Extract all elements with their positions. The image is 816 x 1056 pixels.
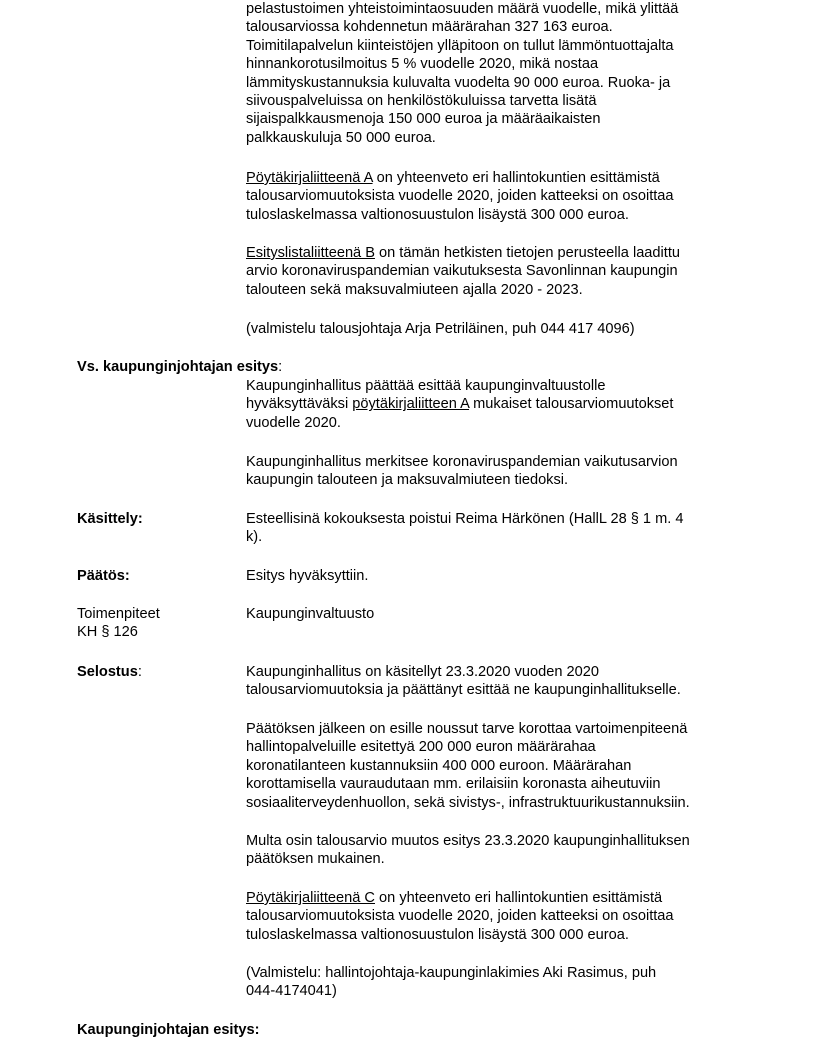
decision-text: Esitys hyväksyttiin. xyxy=(246,568,369,584)
explanation-heading xyxy=(77,663,142,681)
proposal2-label: Kaupunginjohtajan esitys: xyxy=(77,1022,260,1038)
actions-label: Toimenpiteet KH § 126 xyxy=(77,606,160,641)
proposal1-heading xyxy=(77,358,282,376)
explanation-label: Selostus xyxy=(77,664,138,680)
appendix-b-text: on tämän hetkisten tietojen perusteella laadittu arvio koronaviruspandemian vaikutuksesta Savonlinnan kaupungin talouteen sekä maksuvalmiuteen ajalla 2020 - 2023. xyxy=(246,245,681,298)
proposal1-colon: : xyxy=(278,359,283,375)
explanation-paragraph-1: Kaupunginhallitus on käsitellyt 23.3.2020 vuoden 2020 talousarviomuutoksia ja päättänyt esittää ne kaupunginhallitukselle. xyxy=(246,664,681,699)
intro-paragraph-budget: pelastustoimen yhteistoimintaosuuden määrä vuodelle, mikä ylittää talousarviossa kohdennetun määrärahan 327 163 euroa. Toimitilapalvelun kiinteistöjen ylläpitoon on tullut lämmöntuottajalta hinnankorotusilmoitus 5 % vuodelle 2020, mikä nostaa lämmityskustannuksia kuluvalta vuodelta 90 000 euroa. Ruoka- ja siivouspalveluissa on henkilöstökuluissa tarvetta lisätä sijaispalkkausmenoja 150 000 euroa ja määräaikaisten palkkauskuluja 50 000 euroa. xyxy=(246,1,679,146)
appendix-a-link[interactable]: Pöytäkirjaliitteenä A xyxy=(246,170,373,186)
appendix-a-text: on yhteenveto eri hallintokuntien esittämistä talousarviomuutoksista vuodelle 2020, joiden katteeksi on osoittaa tuloslaskelmassa valtionosuustulon lisäystä 300 000 euroa. xyxy=(246,170,674,223)
proposal1-paragraph-2: Kaupunginhallitus merkitsee koronaviruspandemian vaikutusarvion kaupungin talouteen ja maksuvalmiuteen tiedoksi. xyxy=(246,454,678,489)
proposal1-label: Vs. kaupunginjohtajan esitys xyxy=(77,359,279,375)
explanation-preparer-note: (Valmistelu: hallintojohtaja-kaupunginlakimies Aki Rasimus, puh 044-4174041) xyxy=(246,965,657,1000)
explanation-paragraph-appendix-c xyxy=(246,889,746,944)
handling-label: Käsittely: xyxy=(77,511,143,527)
decision-label: Päätös: xyxy=(77,568,130,584)
proposal1-paragraph-1 xyxy=(246,377,746,432)
appendix-b-link[interactable]: Esityslistaliitteenä B xyxy=(246,245,375,261)
explanation-paragraph-3: Multa osin talousarvio muutos esitys 23.3.2020 kaupunginhallituksen päätöksen mukainen. xyxy=(246,833,690,868)
appendix-c-link[interactable]: Pöytäkirjaliitteenä C xyxy=(246,890,375,906)
intro-paragraph-appendix-b xyxy=(246,244,746,299)
proposal1-text-pre: Kaupunginhallitus päättää esittää kaupunginvaltuustolle hyväksyttäväksi xyxy=(246,378,606,413)
proposal1-appendix-link[interactable]: pöytäkirjaliitteen A xyxy=(352,396,470,413)
intro-paragraph-appendix-a xyxy=(246,169,746,224)
explanation-colon: : xyxy=(137,664,142,680)
appendix-c-text: on yhteenveto eri hallintokuntien esittämistä talousarviomuutoksista vuodelle 2020, joiden katteeksi on osoittaa tuloslaskelmassa valtionosuustulon lisäystä 300 000 euroa. xyxy=(246,890,674,943)
intro-preparer-note: (valmistelu talousjohtaja Arja Petriläinen, puh 044 417 4096) xyxy=(246,321,635,337)
handling-text: Esteellisinä kokouksesta poistui Reima Härkönen (HallL 28 § 1 m. 4 k). xyxy=(246,511,684,546)
actions-text: Kaupunginvaltuusto xyxy=(246,606,375,622)
explanation-paragraph-2: Päätöksen jälkeen on esille noussut tarve korottaa vartoimenpiteenä hallintopalveluille esitettyä 200 000 euron määrärahaa koronatilanteen kustannuksiin 400 000 euroon. Määrärahan korottamisella vauraudutaan mm. erilaisiin koronasta aiheutuviin sosiaaliterveydenhuollon, sekä sivistys-, infrastruktuurikustannuksiin. xyxy=(246,721,690,811)
proposal1-text-post: mukaiset talousarviomuutokset vuodelle 2020. xyxy=(246,396,674,431)
